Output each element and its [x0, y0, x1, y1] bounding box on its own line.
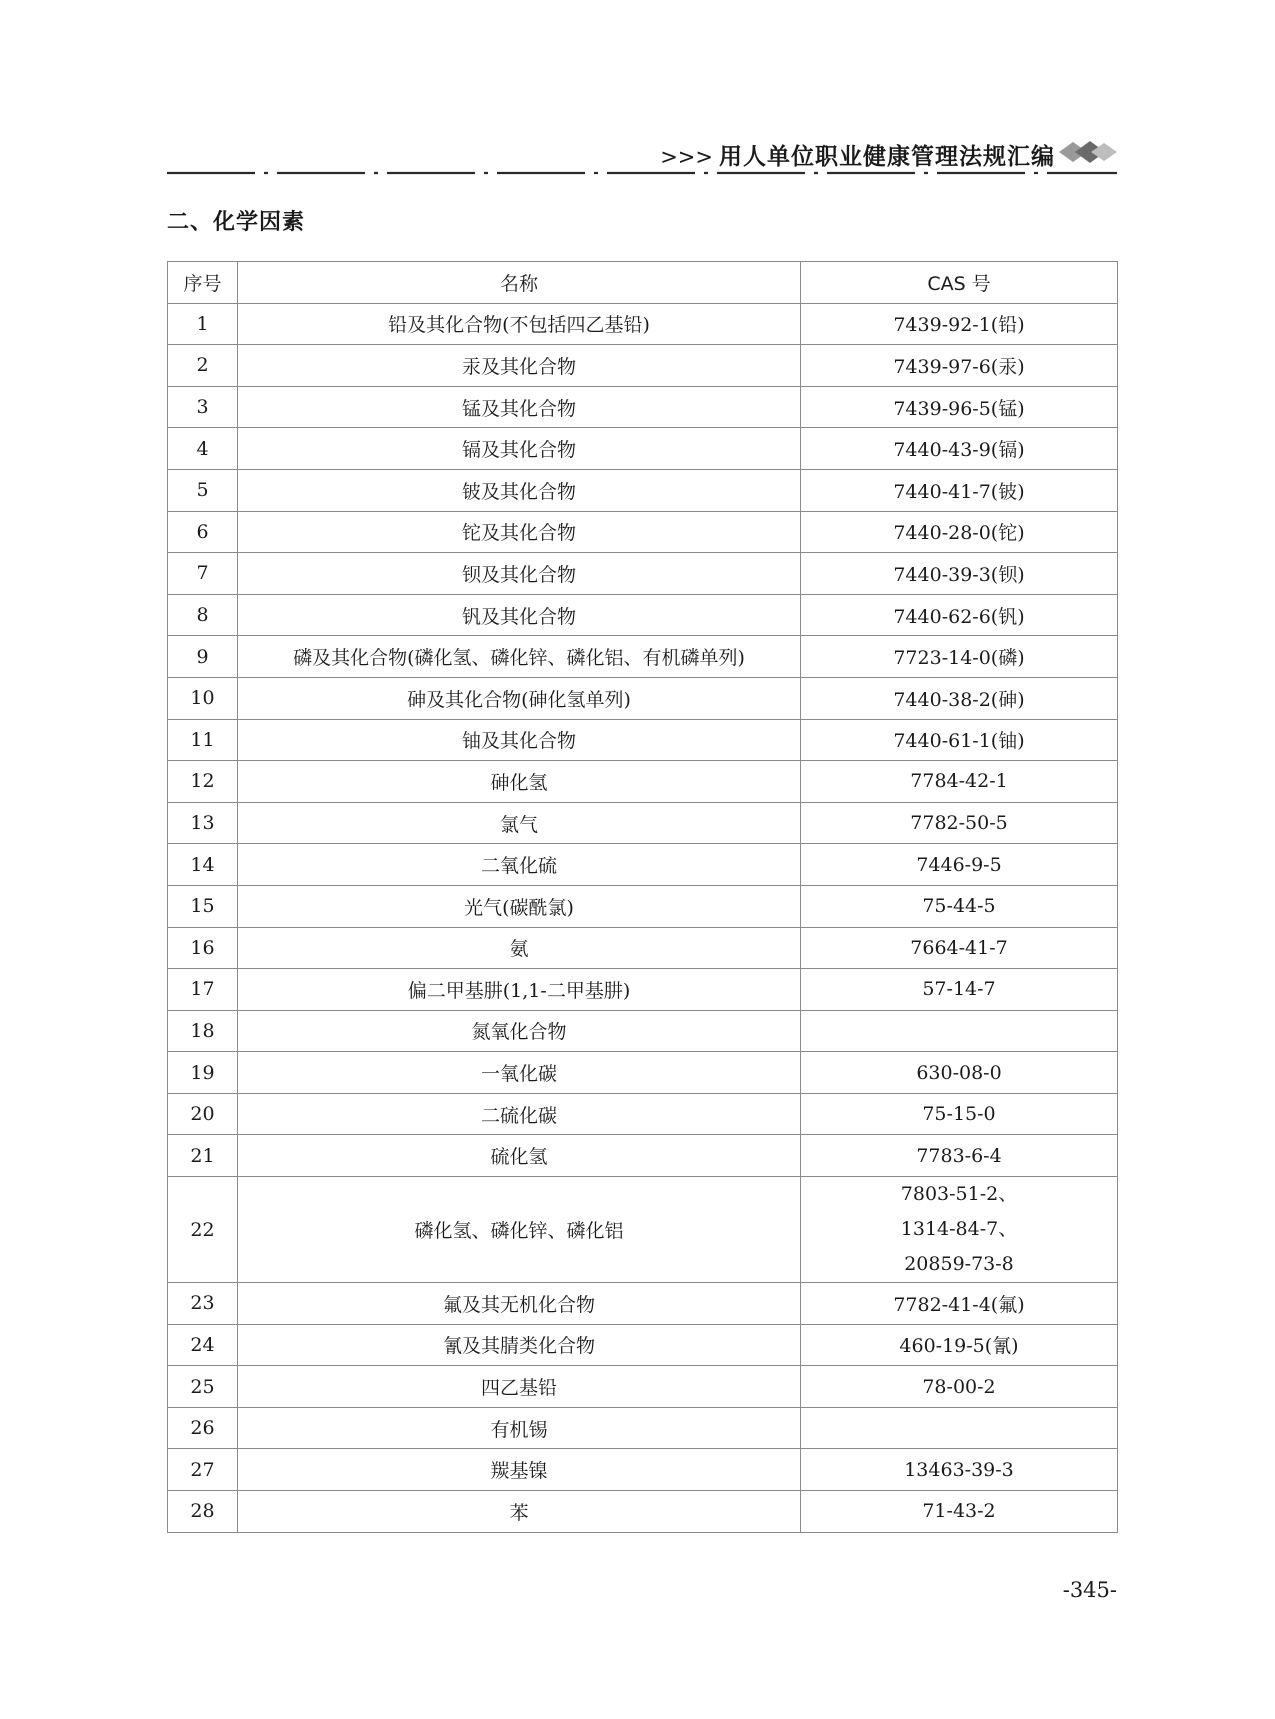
table-row: [168, 802, 1118, 844]
cell-no: 17: [168, 969, 238, 1011]
cell-cas: [801, 1324, 1118, 1366]
cell-no: 25: [168, 1366, 238, 1408]
cas-number: 13463-39-3: [904, 1458, 1014, 1481]
cell-cas: [801, 885, 1118, 927]
table-row: [168, 844, 1118, 886]
cell-no: 1: [168, 303, 238, 345]
cell-no: 12: [168, 761, 238, 803]
table-row: [168, 553, 1118, 595]
cell-no: 13: [168, 802, 238, 844]
cell-name: 光气(碳酰氯): [238, 885, 801, 927]
cell-no: 26: [168, 1407, 238, 1449]
cell-cas: [801, 1052, 1118, 1094]
cell-no: 15: [168, 885, 238, 927]
table-row: [168, 1093, 1118, 1135]
cas-number: 7664-41-7: [910, 936, 1008, 959]
cas-number: 7440-41-7(铍): [893, 480, 1025, 503]
table-row: [168, 969, 1118, 1011]
cell-cas: [801, 511, 1118, 553]
cell-name: 磷化氢、磷化锌、磷化铝: [238, 1177, 801, 1283]
cell-cas: [801, 1135, 1118, 1177]
cas-number: 7446-9-5: [916, 853, 1002, 876]
table-row: [168, 1135, 1118, 1177]
page-number: -345-: [1062, 1578, 1117, 1602]
table-row: [168, 386, 1118, 428]
cell-no: 20: [168, 1093, 238, 1135]
column-header-no: 序号: [168, 262, 238, 304]
cell-name: 磷及其化合物(磷化氢、磷化锌、磷化铝、有机磷单列): [238, 636, 801, 678]
cell-cas: [801, 1093, 1118, 1135]
cas-number: 7723-14-0(磷): [893, 647, 1025, 670]
cell-no: 9: [168, 636, 238, 678]
table-row: [168, 1010, 1118, 1052]
cell-cas: [801, 1407, 1118, 1449]
book-title-text: 用人单位职业健康管理法规汇编: [719, 144, 1055, 170]
table-row: [168, 428, 1118, 470]
cell-no: 22: [168, 1177, 238, 1283]
table-row: [168, 469, 1118, 511]
cas-number: 460-19-5(氰): [899, 1335, 1019, 1358]
double-diamond-icon: [1059, 138, 1117, 166]
cell-name: 氰及其腈类化合物: [238, 1324, 801, 1366]
cell-name: 钡及其化合物: [238, 553, 801, 595]
table-row: [168, 1283, 1118, 1325]
table-row: [168, 345, 1118, 387]
cell-cas: [801, 1491, 1118, 1533]
cas-number: 75-15-0: [922, 1103, 996, 1126]
cas-number: 7803-51-2、: [900, 1183, 1018, 1206]
cas-number: 7440-61-1(铀): [893, 730, 1025, 753]
cas-number: 57-14-7: [922, 978, 996, 1001]
column-header-cas: CAS 号: [801, 262, 1118, 304]
table-row: [168, 1177, 1118, 1283]
cas-number: 7439-97-6(汞): [893, 355, 1025, 378]
cell-cas: [801, 719, 1118, 761]
column-header-name: 名称: [238, 262, 801, 304]
cas-number: 78-00-2: [922, 1375, 996, 1398]
table-row: [168, 594, 1118, 636]
table-row: [168, 885, 1118, 927]
cell-name: 铊及其化合物: [238, 511, 801, 553]
cell-cas: [801, 1010, 1118, 1052]
table-row: [168, 511, 1118, 553]
cell-cas: [801, 802, 1118, 844]
table-row: [168, 1324, 1118, 1366]
table-row: [168, 927, 1118, 969]
cell-cas: [801, 303, 1118, 345]
cell-cas: [801, 636, 1118, 678]
cas-number: 7782-41-4(氟): [893, 1293, 1025, 1316]
cell-name: 砷及其化合物(砷化氢单列): [238, 677, 801, 719]
cell-no: 7: [168, 553, 238, 595]
cell-name: 锰及其化合物: [238, 386, 801, 428]
cell-no: 2: [168, 345, 238, 387]
cell-name: 二氧化硫: [238, 844, 801, 886]
table-row: [168, 636, 1118, 678]
cell-cas: [801, 386, 1118, 428]
cell-no: 27: [168, 1449, 238, 1491]
section-title: 二、化学因素: [167, 210, 306, 235]
cell-name: 有机锡: [238, 1407, 801, 1449]
cell-cas: [801, 677, 1118, 719]
cas-number: 7439-92-1(铅): [893, 314, 1025, 337]
cas-number: 7783-6-4: [916, 1144, 1002, 1167]
cell-cas: [801, 1366, 1118, 1408]
cell-name: 氨: [238, 927, 801, 969]
cell-no: 14: [168, 844, 238, 886]
cell-name: 氮氧化合物: [238, 1010, 801, 1052]
cell-no: 23: [168, 1283, 238, 1325]
table-row: [168, 761, 1118, 803]
cas-number: 7440-43-9(镉): [893, 439, 1025, 462]
cas-number: 7440-62-6(钒): [893, 605, 1025, 628]
cell-name: 一氧化碳: [238, 1052, 801, 1094]
cell-name: 铍及其化合物: [238, 469, 801, 511]
cell-cas: [801, 1177, 1118, 1283]
cell-no: 18: [168, 1010, 238, 1052]
table-row: [168, 1491, 1118, 1533]
cas-number: 630-08-0: [916, 1061, 1002, 1084]
cell-no: 10: [168, 677, 238, 719]
chevrons-icon: >>>: [660, 145, 713, 169]
book-title: [660, 138, 1055, 171]
table-row: [168, 719, 1118, 761]
chemical-factors-table: [167, 261, 1118, 1533]
cas-number: 20859-73-8: [904, 1253, 1014, 1276]
cas-number: 7784-42-1: [910, 770, 1008, 793]
cell-name: 汞及其化合物: [238, 345, 801, 387]
cas-number: 75-44-5: [922, 895, 996, 918]
table-row: [168, 303, 1118, 345]
cell-cas: [801, 428, 1118, 470]
cell-no: 6: [168, 511, 238, 553]
cell-cas: [801, 345, 1118, 387]
cell-name: 二硫化碳: [238, 1093, 801, 1135]
header-divider: [167, 170, 1117, 176]
cell-name: 苯: [238, 1491, 801, 1533]
cell-cas: [801, 469, 1118, 511]
cell-no: 8: [168, 594, 238, 636]
cell-name: 氯气: [238, 802, 801, 844]
cell-cas: [801, 1283, 1118, 1325]
cell-cas: [801, 594, 1118, 636]
cell-name: 铅及其化合物(不包括四乙基铅): [238, 303, 801, 345]
cell-no: 28: [168, 1491, 238, 1533]
running-header: [167, 134, 1117, 176]
cas-number: 7440-38-2(砷): [893, 688, 1025, 711]
cas-number: 7782-50-5: [910, 812, 1008, 835]
cell-name: 砷化氢: [238, 761, 801, 803]
table-row: [168, 677, 1118, 719]
cas-number: 71-43-2: [922, 1500, 996, 1523]
cell-name: 偏二甲基肼(1,1-二甲基肼): [238, 969, 801, 1011]
cell-name: 氟及其无机化合物: [238, 1283, 801, 1325]
cell-no: 19: [168, 1052, 238, 1094]
cell-name: 镉及其化合物: [238, 428, 801, 470]
cell-no: 5: [168, 469, 238, 511]
cell-no: 4: [168, 428, 238, 470]
cell-name: 羰基镍: [238, 1449, 801, 1491]
cell-no: 11: [168, 719, 238, 761]
table-row: [168, 1052, 1118, 1094]
cell-no: 16: [168, 927, 238, 969]
cell-cas: [801, 553, 1118, 595]
cas-number: 7440-28-0(铊): [893, 522, 1025, 545]
cell-name: 四乙基铅: [238, 1366, 801, 1408]
cell-cas: [801, 761, 1118, 803]
cell-cas: [801, 1449, 1118, 1491]
cell-cas: [801, 969, 1118, 1011]
cell-cas: [801, 844, 1118, 886]
table-row: [168, 1407, 1118, 1449]
table-header-row: [168, 262, 1118, 304]
cell-cas: [801, 927, 1118, 969]
cell-name: 铀及其化合物: [238, 719, 801, 761]
cas-number: 7439-96-5(锰): [893, 397, 1025, 420]
cell-name: 硫化氢: [238, 1135, 801, 1177]
table-body: [168, 303, 1118, 1532]
cell-no: 21: [168, 1135, 238, 1177]
cell-no: 24: [168, 1324, 238, 1366]
table-row: [168, 1366, 1118, 1408]
cas-number: 7440-39-3(钡): [893, 563, 1025, 586]
table-row: [168, 1449, 1118, 1491]
cell-no: 3: [168, 386, 238, 428]
cas-number: 1314-84-7、: [900, 1218, 1018, 1241]
cell-name: 钒及其化合物: [238, 594, 801, 636]
